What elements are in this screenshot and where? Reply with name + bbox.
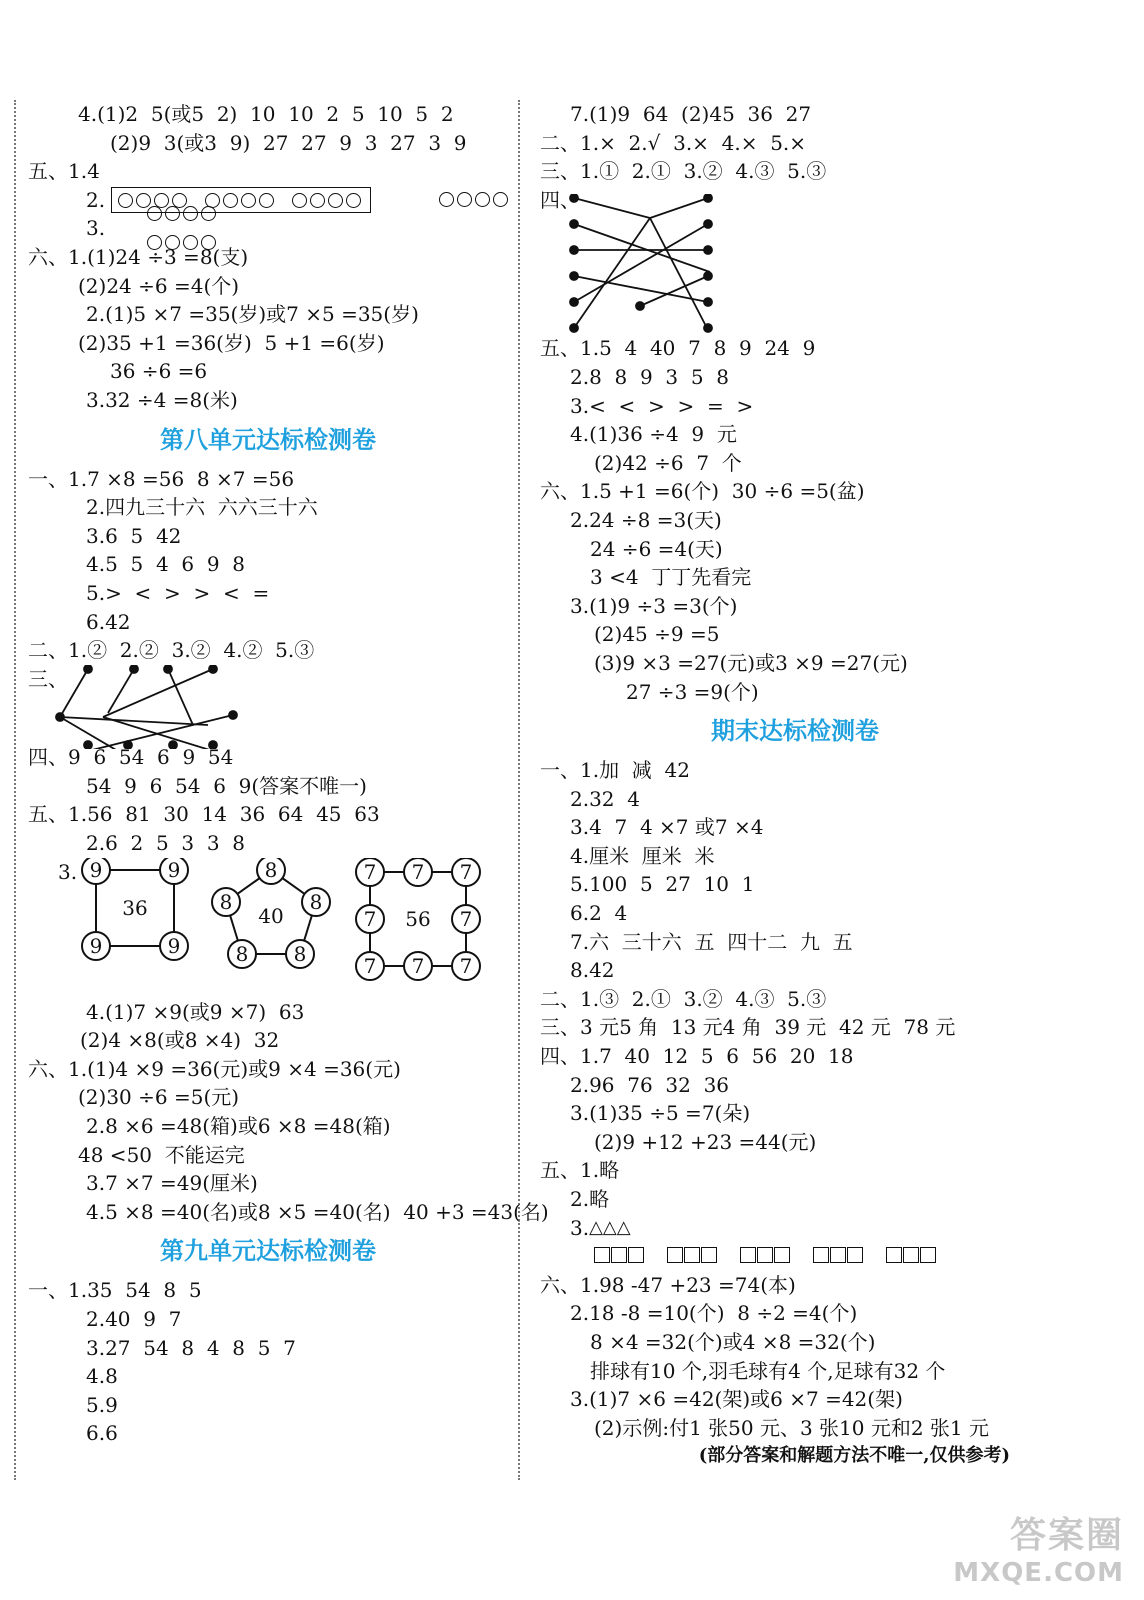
- answer-line: 四、: [540, 187, 580, 212]
- answer-line: (3)9 ×3 =27(元)或3 ×9 =27(元): [594, 650, 908, 675]
- answer-line: 3.(1)7 ×6 =42(架)或6 ×7 =42(架): [570, 1387, 903, 1412]
- answer-line: 一、1.加 减 42: [540, 758, 690, 783]
- answer-line: (2)24 ÷6 =4(个): [78, 273, 240, 298]
- answer-line: 五、1.56 81 30 14 36 64 45 63: [28, 802, 380, 827]
- shape-number: 9: [89, 857, 103, 882]
- answer-line: 2.24 ÷8 =3(天): [570, 507, 722, 532]
- square-groups: [540, 1242, 1020, 1271]
- number-shapes: [28, 858, 508, 998]
- shape-number: 7: [459, 906, 473, 931]
- answer-line: 排球有10 个,羽毛球有4 个,足球有32 个: [590, 1358, 946, 1383]
- answer-line: 6.2 4: [570, 901, 628, 926]
- answer-line: (2)45 ÷9 =5: [594, 622, 720, 647]
- answer-line: 36 ÷6 =6: [110, 359, 208, 384]
- shape-center: 36: [122, 895, 148, 920]
- answer-line: 3.7 ×7 =49(厘米): [86, 1171, 258, 1196]
- shape-number: 8: [219, 889, 233, 914]
- eight-circle-shape: [356, 858, 480, 980]
- answer-line: 四、1.7 40 12 5 6 56 20 18: [540, 1044, 854, 1069]
- shape-number: 7: [363, 906, 377, 931]
- answer-line: 二、1.× 2.√ 3.× 4.× 5.×: [540, 130, 807, 155]
- answer-line: 3.4 7 4 ×7 或7 ×4: [570, 815, 764, 840]
- shape-number: 9: [167, 857, 181, 882]
- answer-line: 二、1.② 2.② 3.② 4.② 5.③: [28, 638, 315, 663]
- answer-line: 4.5 ×8 =40(名)或8 ×5 =40(名) 40 +3 =43(名): [86, 1199, 549, 1224]
- answer-line: 三、: [28, 666, 68, 691]
- answer-line: 3.6 5 42: [86, 523, 182, 548]
- answer-line: (2)30 ÷6 =5(元): [78, 1085, 240, 1110]
- column-divider: [518, 100, 520, 1480]
- answer-line: 一、1.35 54 8 5: [28, 1278, 202, 1303]
- shape-number: 7: [459, 953, 473, 978]
- shape-number: 9: [89, 933, 103, 958]
- column-divider: [14, 100, 16, 1480]
- answer-line: 5.> < > > < =: [86, 580, 270, 605]
- shape-number: 8: [309, 889, 323, 914]
- answer-line: 3.27 54 8 4 8 5 7: [86, 1335, 296, 1360]
- answer-line: 7.(1)9 64 (2)45 36 27: [570, 102, 812, 126]
- answer-line: 五、1.5 4 40 7 8 9 24 9: [540, 336, 816, 361]
- answer-line: 7.六 三十六 五 四十二 九 五: [570, 929, 853, 954]
- shape-center: 56: [405, 906, 431, 931]
- answer-line: 27 ÷3 =9(个): [626, 679, 759, 704]
- answer-line: 2.18 -8 =10(个) 8 ÷2 =4(个): [570, 1301, 858, 1326]
- question-label: 2.: [86, 187, 106, 212]
- answer-line: 4.(1)36 ÷4 9 元: [570, 422, 737, 447]
- answer-line: 3.< < > > = >: [570, 393, 754, 418]
- section-title: 第九单元达标检测卷: [160, 1237, 376, 1266]
- answer-line: 五、1.略: [540, 1158, 620, 1183]
- answer-line: 4.(1)7 ×9(或9 ×7) 63: [86, 999, 305, 1024]
- answer-line: 4.(1)2 5(或5 2) 10 10 2 5 10 5 2: [78, 102, 454, 126]
- answer-line: 4.8: [86, 1364, 118, 1389]
- answer-line: 六、1.(1)4 ×9 =36(元)或9 ×4 =36(元): [28, 1056, 401, 1081]
- shape-number: 7: [363, 953, 377, 978]
- square-shape: [82, 858, 188, 960]
- answer-line: 3.(1)35 ÷5 =7(朵): [570, 1101, 751, 1126]
- answer-line: 六、1.5 +1 =6(个) 30 ÷6 =5(盆): [540, 479, 865, 504]
- answer-line: 五、1.4: [28, 159, 100, 184]
- watermark: 答案圈 MXQE.COM: [953, 1515, 1124, 1588]
- answer-line: (2)9 3(或3 9) 27 27 9 3 27 3 9: [110, 130, 467, 155]
- triangle-icons: △△△: [589, 1216, 631, 1238]
- oval-group-answer: [28, 186, 508, 215]
- answer-line: 2.8 ×6 =48(箱)或6 ×8 =48(箱): [86, 1114, 391, 1139]
- disclaimer-note: (部分答案和解题方法不唯一,仅供参考): [698, 1445, 1010, 1467]
- answer-line: 24 ÷6 =4(天): [590, 536, 723, 561]
- answer-line: 2.6 2 5 3 3 8: [86, 831, 246, 856]
- answer-line: 3.(1)9 ÷3 =3(个): [570, 593, 738, 618]
- answer-line: 四、9 6 54 6 9 54: [28, 745, 234, 770]
- answer-line: 2.四九三十六 六六三十六: [86, 495, 318, 520]
- answer-line: (2)4 ×8(或8 ×4) 32: [80, 1028, 280, 1053]
- answer-line: 6.42: [86, 609, 131, 634]
- section-title: 第八单元达标检测卷: [160, 425, 376, 454]
- answer-line: (2)42 ÷6 7 个: [594, 450, 742, 475]
- answer-line: 4.5 5 4 6 9 8: [86, 552, 246, 577]
- answer-line: 六、1.98 -47 +23 =74(本): [540, 1272, 796, 1297]
- oval-group-answer: [28, 214, 508, 243]
- answer-line: 一、1.7 ×8 =56 8 ×7 =56: [28, 466, 295, 491]
- section-title: 期末达标检测卷: [711, 717, 879, 746]
- answer-line: 2.(1)5 ×7 =35(岁)或7 ×5 =35(岁): [86, 302, 419, 327]
- answer-line: 3.32 ÷4 =8(米): [86, 387, 238, 412]
- matching-diagram: [540, 194, 1020, 334]
- shape-center: 40: [258, 903, 284, 928]
- answer-line: 2.40 9 7: [86, 1307, 182, 1331]
- shape-number: 7: [363, 859, 377, 884]
- question-label: 3.: [86, 216, 106, 241]
- answer-line: 48 <50 不能运完: [78, 1142, 245, 1167]
- shape-number: 8: [293, 941, 307, 966]
- answer-line: 二、1.③ 2.① 3.② 4.③ 5.③: [540, 986, 827, 1011]
- answer-line: 5.100 5 27 10 1: [570, 872, 755, 897]
- answer-line: 6.6: [86, 1421, 118, 1446]
- question-label: 3.: [58, 859, 78, 884]
- question-label: 3.: [570, 1215, 590, 1240]
- answer-line: 三、3 元5 角 13 元4 角 39 元 42 元 78 元: [540, 1015, 956, 1040]
- shape-number: 8: [235, 941, 249, 966]
- answer-line: 2.96 76 32 36: [570, 1072, 730, 1097]
- shape-number: 7: [411, 953, 425, 978]
- pentagon-shape: [212, 858, 330, 968]
- answer-line: 六、1.(1)24 ÷3 =8(支): [28, 244, 249, 269]
- answer-line: (2)9 +12 +23 =44(元): [594, 1129, 817, 1154]
- answer-line: 三、1.① 2.① 3.② 4.③ 5.③: [540, 159, 827, 184]
- shape-number: 7: [459, 859, 473, 884]
- shape-number: 9: [167, 933, 181, 958]
- answer-line: 2.8 8 9 3 5 8: [570, 364, 730, 389]
- answer-line: 54 9 6 54 6 9(答案不唯一): [86, 773, 367, 798]
- triangle-answer: [540, 1214, 1020, 1243]
- answer-line: 4.厘米 厘米 米: [570, 843, 715, 868]
- answer-line: 3 <4 丁丁先看完: [590, 565, 752, 590]
- right-column: [540, 100, 1020, 1471]
- shape-number: 8: [264, 857, 278, 882]
- shape-number: 7: [411, 859, 425, 884]
- answer-line: 2.32 4: [570, 786, 640, 811]
- answer-line: 8 ×4 =32(个)或4 ×8 =32(个): [590, 1329, 876, 1354]
- answer-line: (2)35 +1 =36(岁) 5 +1 =6(岁): [78, 330, 385, 355]
- answer-line: (2)示例:付1 张50 元、3 张10 元和2 张1 元: [594, 1415, 990, 1440]
- answer-line: 5.9: [86, 1392, 118, 1417]
- answer-line: 8.42: [570, 958, 615, 983]
- answer-line: 2.略: [570, 1187, 610, 1211]
- left-column: [28, 100, 549, 1448]
